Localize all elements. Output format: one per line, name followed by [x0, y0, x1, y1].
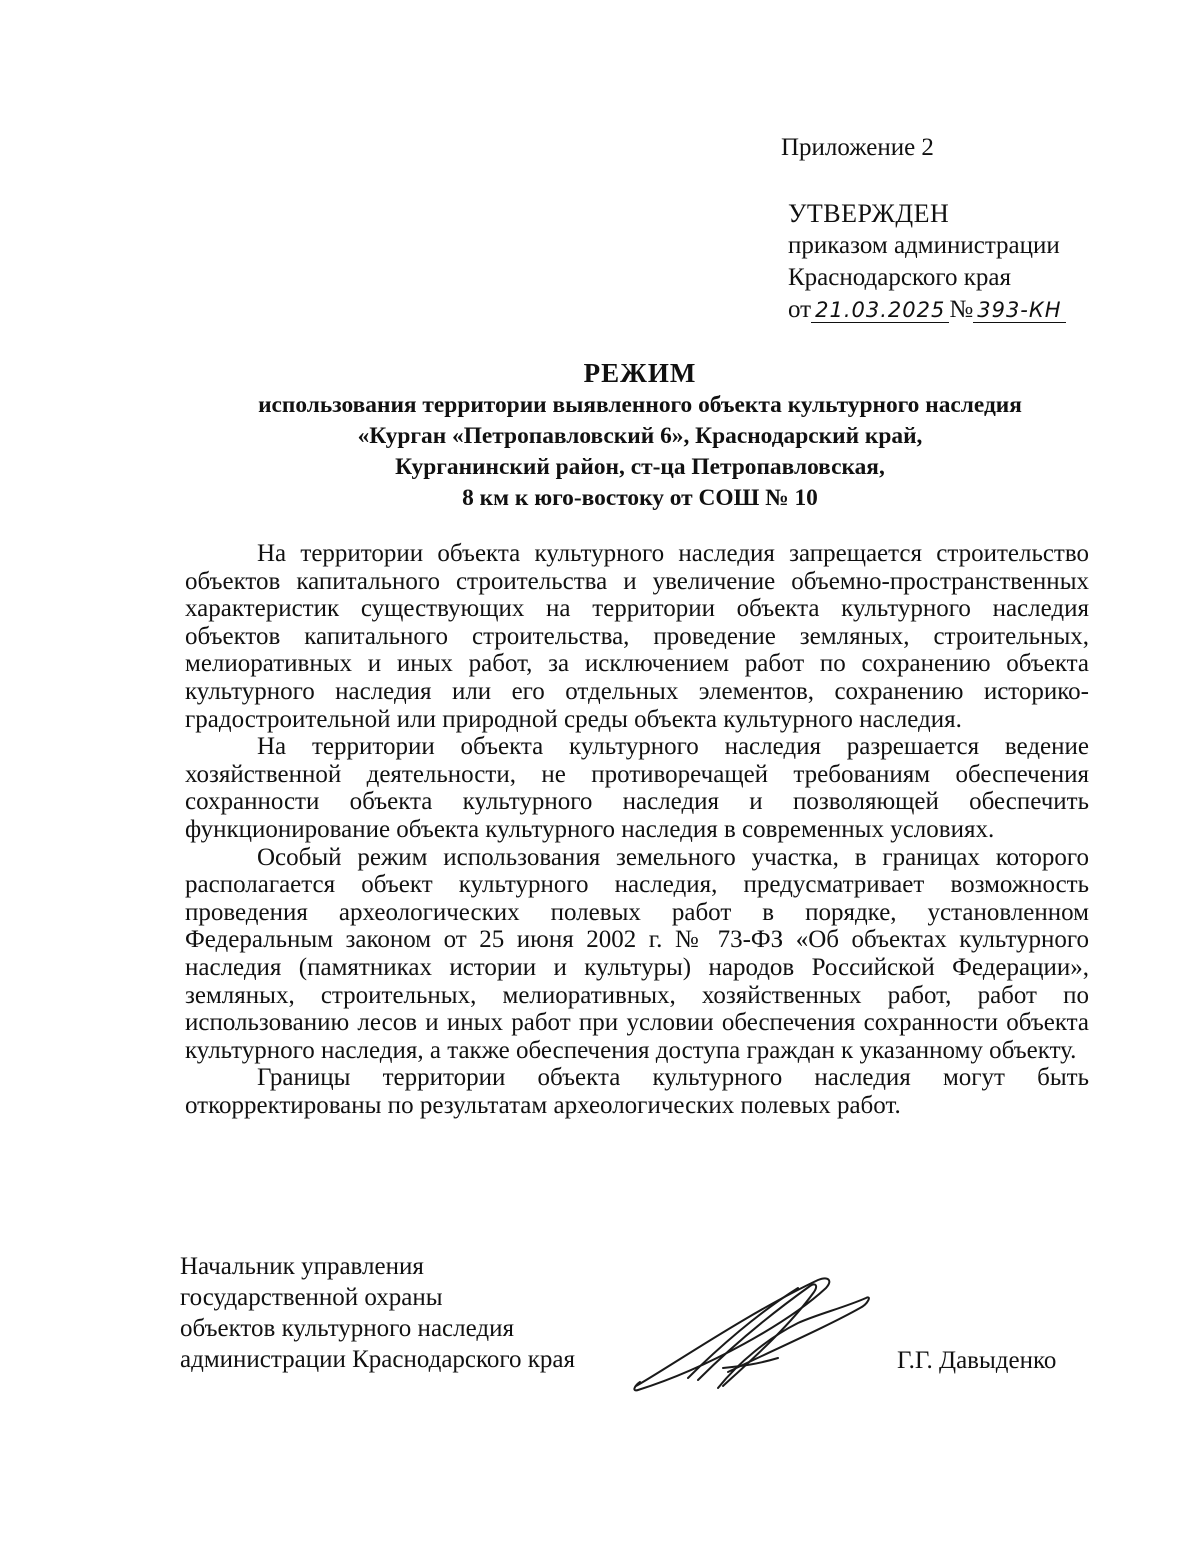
- approval-block: [781, 132, 1066, 326]
- date-prefix: от: [788, 296, 812, 323]
- signatory-line-1: Начальник управления: [180, 1253, 424, 1280]
- document-body: [185, 540, 1089, 1119]
- signatory-line-4: администрации Краснодарского края: [180, 1346, 576, 1373]
- signatory-line-3: объектов культурного наследия: [180, 1315, 514, 1342]
- approval-line-1: приказом администрации: [788, 232, 1060, 259]
- paragraph-special-regime: Особый режим использования земельного участка, в границах которого располагается объект культурного наследия, предусматривает возможность проведения археологических полевых работ в порядке, установленном Федеральным законом от 25 июня 2002 г. № 73-ФЗ «Об объектах культурного наследия (памятниках истории и культуры) народов Российской Федерации», земляных, строительных, мелиоративных, хозяйственных работ, работ по использованию лесов и иных работ при условии обеспечения сохранности объекта культурного наследия, а также обеспечения доступа граждан к указанному объекту.: [185, 843, 1089, 1064]
- document-title: [185, 356, 1095, 514]
- title-line-1: использования территории выявленного объекта культурного наследия: [258, 392, 1022, 418]
- title-main: РЕЖИМ: [583, 358, 697, 388]
- signatory-line-2: государственной охраны: [180, 1284, 443, 1311]
- handwritten-signature: [628, 1268, 878, 1398]
- order-date-number: [788, 294, 1066, 326]
- approval-line-2: Краснодарского края: [788, 264, 1011, 291]
- title-line-4: 8 км к юго-востоку от СОШ № 10: [462, 485, 818, 511]
- paragraph-permitted-activity: На территории объекта культурного наследия разрешается ведение хозяйственной деятельности, не противоречащей требованиям обеспечения сохранности объекта культурного наследия и позволяющей обеспечить функционирование объекта культурного наследия в современных условиях.: [185, 733, 1089, 843]
- approved-heading: УТВЕРЖДЕН: [788, 199, 950, 228]
- handwritten-date: 21.03.2025: [811, 298, 949, 323]
- paragraph-boundaries: Границы территории объекта культурного наследия могут быть откорректированы по результатам археологических полевых работ.: [185, 1064, 1089, 1119]
- signatory-position: [180, 1251, 575, 1375]
- title-line-3: Курганинский район, ст-ца Петропавловская,: [395, 454, 885, 480]
- signer-name: Г.Г. Давыденко: [897, 1347, 1057, 1374]
- number-prefix: №: [949, 296, 974, 323]
- paragraph-prohibitions: На территории объекта культурного наследия запрещается строительство объектов капитального строительства и увеличение объемно-пространственных характеристик существующих на территории объекта культурного наследия объектов капитального строительства, проведение земляных, строительных, мелиоративных и иных работ, за исключением работ по сохранению объекта культурного наследия или его отдельных элементов, сохранению историко-градостроительной или природной среды объекта культурного наследия.: [185, 540, 1089, 733]
- title-line-2: «Курган «Петропавловский 6», Краснодарский край,: [357, 423, 923, 449]
- handwritten-order-number: 393-КН: [973, 298, 1065, 323]
- appendix-label: Приложение 2: [781, 134, 934, 161]
